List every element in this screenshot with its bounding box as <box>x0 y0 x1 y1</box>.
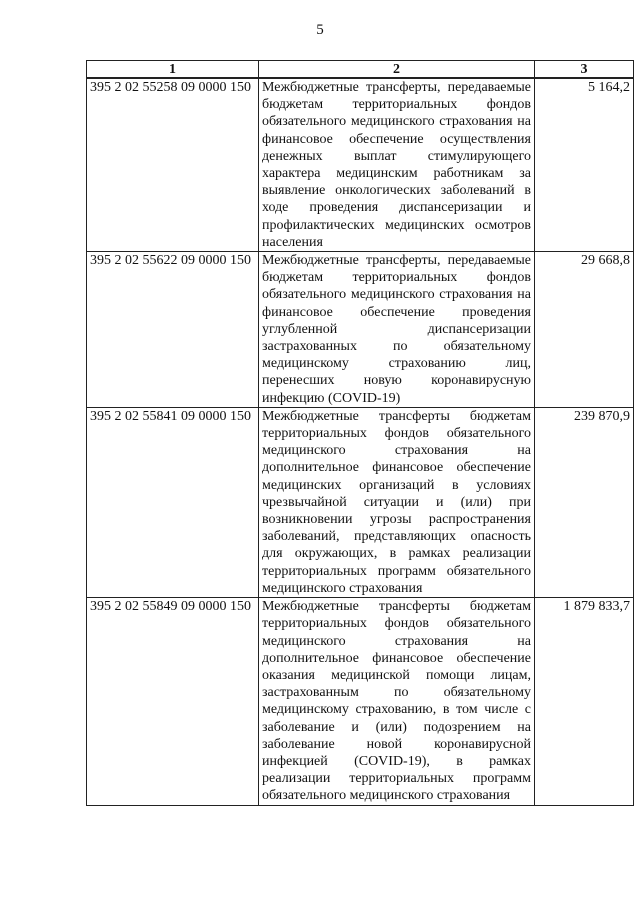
budget-code-cell: 395 2 02 55849 09 0000 150 <box>87 598 259 805</box>
table-header-row <box>87 61 634 79</box>
table-row <box>87 252 634 408</box>
description-cell: Межбюджетные трансферты, передаваемые бюджетам территориальных фондов обязательного медицинского страхования на финансовое обеспечение осуществления денежных выплат стимулирующего характера медицинским работникам за выявление онкологических заболеваний в ходе проведения диспансеризации и профилактических медицинских осмотров населения <box>259 78 535 252</box>
budget-code-cell: 395 2 02 55622 09 0000 150 <box>87 252 259 408</box>
column-header-2: 2 <box>259 61 535 79</box>
description-cell: Межбюджетные трансферты бюджетам территориальных фондов обязательного медицинского страхования на дополнительное финансовое обеспечение оказания медицинской помощи лицам, застрахованным по обязательному медицинскому страхованию, в том числе с заболевание и (или) подозрением на заболевание новой коронавирусной инфекцией (COVID-19), в рамках реализации территориальных программ обязательного медицинского страхования <box>259 598 535 805</box>
amount-cell: 1 879 833,7 <box>535 598 634 805</box>
column-header-1: 1 <box>87 61 259 79</box>
table-row <box>87 407 634 597</box>
table-row <box>87 598 634 805</box>
budget-code-cell: 395 2 02 55258 09 0000 150 <box>87 78 259 252</box>
amount-cell: 29 668,8 <box>535 252 634 408</box>
budget-code-cell: 395 2 02 55841 09 0000 150 <box>87 407 259 597</box>
budget-table <box>86 60 634 806</box>
page-number: 5 <box>316 22 324 38</box>
description-cell: Межбюджетные трансферты, передаваемые бюджетам территориальных фондов обязательного медицинского страхования на финансовое обеспечение проведения углубленной диспансеризации застрахованных по обязательному медицинскому страхованию лиц, перенесших новую коронавирусную инфекцию (COVID-19) <box>259 252 535 408</box>
column-header-3: 3 <box>535 61 634 79</box>
description-cell: Межбюджетные трансферты бюджетам территориальных фондов обязательного медицинского страхования на дополнительное финансовое обеспечение медицинских организаций в условиях чрезвычайной ситуации и (или) при возникновении угрозы распространения заболеваний, представляющих опасность для окружающих, в рамках реализации территориальных программ обязательного медицинского страхования <box>259 407 535 597</box>
amount-cell: 5 164,2 <box>535 78 634 252</box>
table-row <box>87 78 634 252</box>
amount-cell: 239 870,9 <box>535 407 634 597</box>
